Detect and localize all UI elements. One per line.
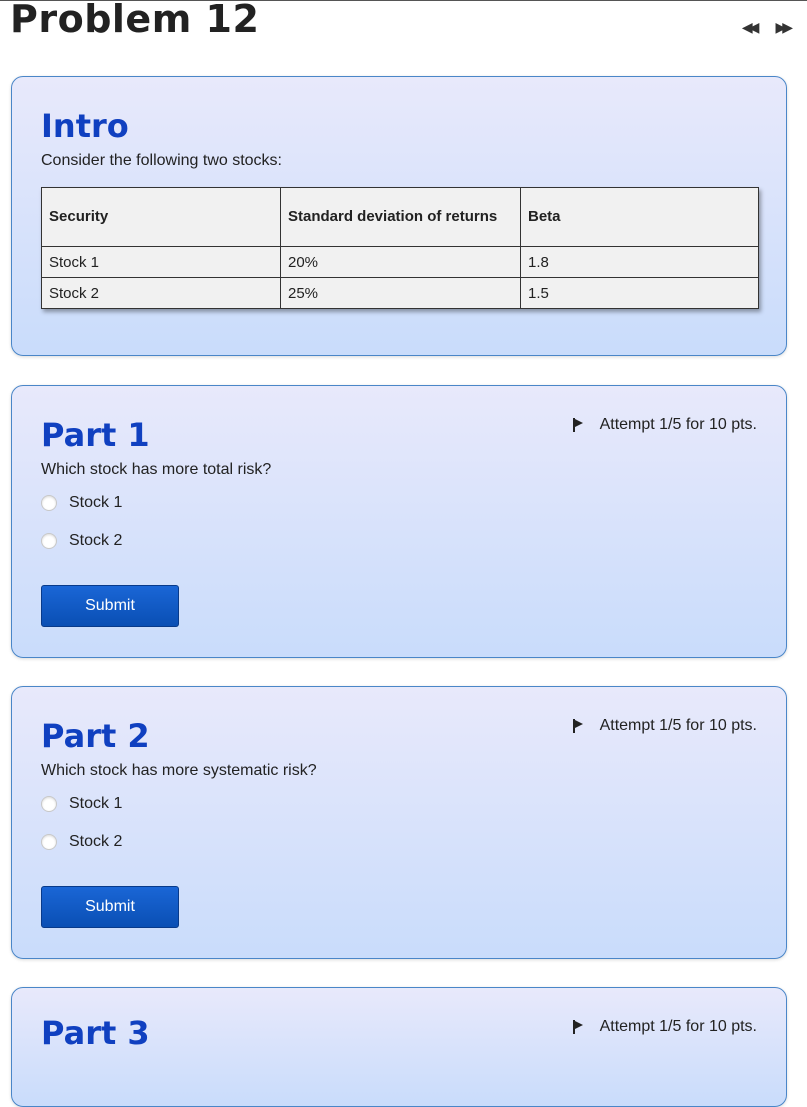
attempt-label: Attempt 1/5 for 10 pts. <box>599 1018 757 1035</box>
option-label: Stock 1 <box>69 494 123 511</box>
table-header-row <box>42 188 759 247</box>
problem-nav <box>742 19 789 36</box>
table-cell: 25% <box>281 278 521 309</box>
option-stock-2[interactable] <box>41 833 122 851</box>
flag-icon <box>572 1020 584 1034</box>
table-row <box>42 278 759 309</box>
part-heading: Part 3 <box>41 1014 150 1052</box>
option-label: Stock 1 <box>69 795 123 812</box>
radio-button[interactable] <box>41 796 57 812</box>
intro-text: Consider the following two stocks: <box>41 152 282 169</box>
table-row <box>42 247 759 278</box>
attempt-info <box>572 416 757 434</box>
part-heading: Part 1 <box>41 416 150 454</box>
radio-button[interactable] <box>41 495 57 511</box>
part-1-card <box>11 385 787 658</box>
question-text: Which stock has more total risk? <box>41 461 272 478</box>
table-cell: 20% <box>281 247 521 278</box>
attempt-info <box>572 717 757 735</box>
page-title: Problem 12 <box>10 0 260 41</box>
flag-icon <box>572 418 584 432</box>
radio-button[interactable] <box>41 533 57 549</box>
option-stock-1[interactable] <box>41 795 122 813</box>
submit-button[interactable]: Submit <box>41 585 179 627</box>
intro-heading: Intro <box>41 107 129 145</box>
attempt-info <box>572 1018 757 1036</box>
option-label: Stock 2 <box>69 532 123 549</box>
part-2-card <box>11 686 787 959</box>
attempt-label: Attempt 1/5 for 10 pts. <box>599 717 757 734</box>
attempt-label: Attempt 1/5 for 10 pts. <box>599 416 757 433</box>
table-header: Beta <box>521 188 759 247</box>
option-label: Stock 2 <box>69 833 123 850</box>
table-header: Security <box>42 188 281 247</box>
table-header: Standard deviation of returns <box>281 188 521 247</box>
option-stock-2[interactable] <box>41 532 122 550</box>
next-problem-icon[interactable]: ▶▶ <box>775 19 789 35</box>
radio-button[interactable] <box>41 834 57 850</box>
stocks-table <box>41 187 759 309</box>
submit-button[interactable]: Submit <box>41 886 179 928</box>
table-cell: 1.8 <box>521 247 759 278</box>
intro-card <box>11 76 787 356</box>
previous-problem-icon[interactable]: ◀◀ <box>741 19 756 35</box>
option-stock-1[interactable] <box>41 494 122 512</box>
part-heading: Part 2 <box>41 717 150 755</box>
part-3-card <box>11 987 787 1107</box>
table-cell: Stock 1 <box>42 247 281 278</box>
flag-icon <box>572 719 584 733</box>
question-text: Which stock has more systematic risk? <box>41 762 317 779</box>
table-cell: 1.5 <box>521 278 759 309</box>
table-cell: Stock 2 <box>42 278 281 309</box>
